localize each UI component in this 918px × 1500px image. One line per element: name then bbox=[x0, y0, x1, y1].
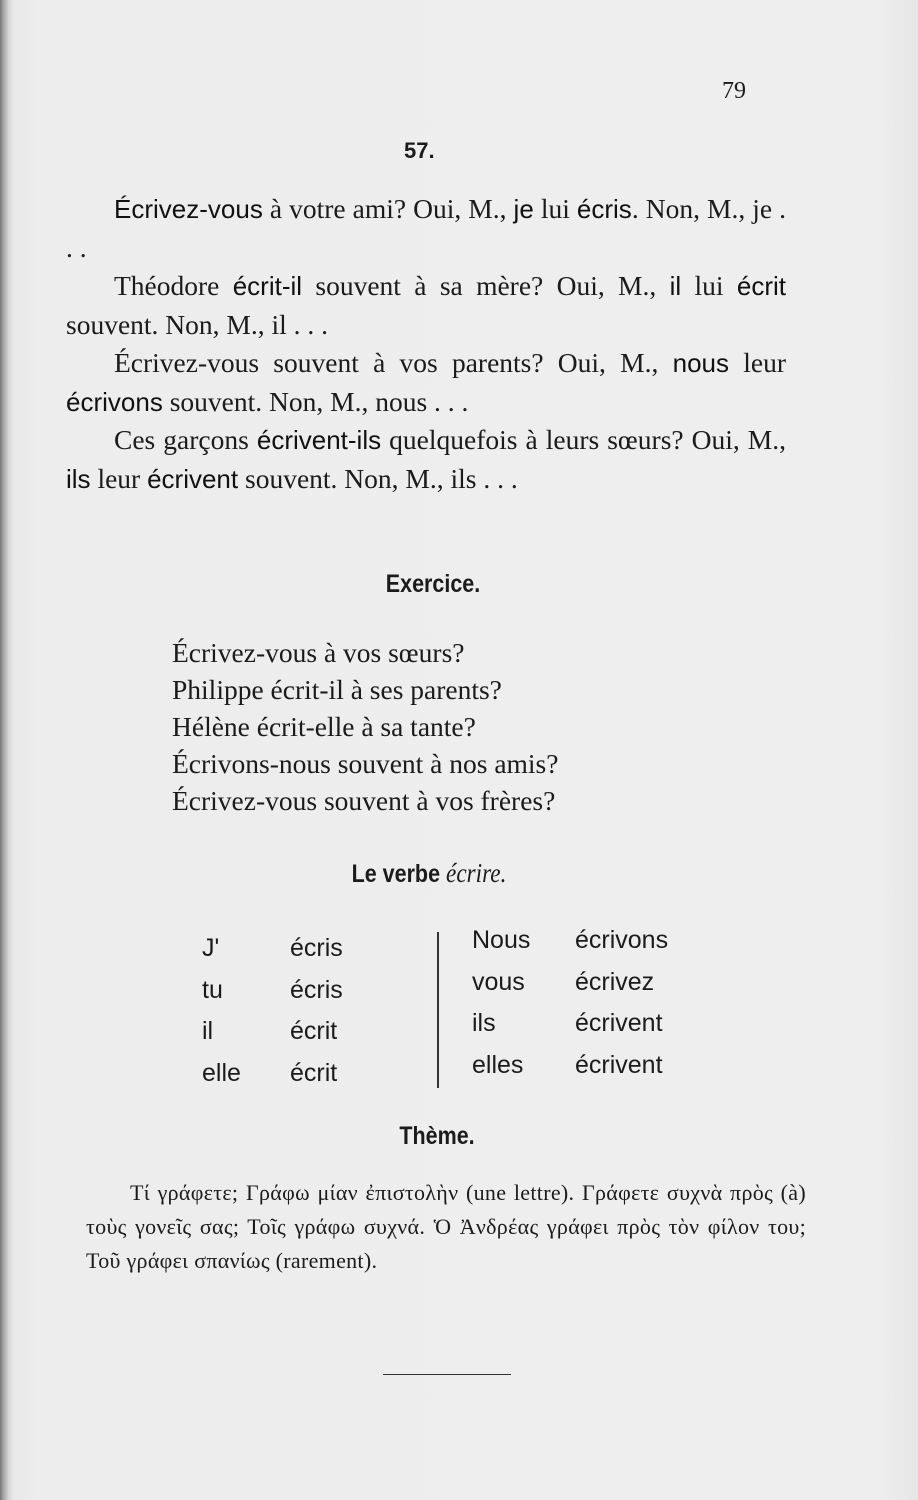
pronoun: vous bbox=[472, 967, 525, 996]
dialogue-text: . Non, M., je . . . bbox=[66, 193, 786, 263]
verb-emphasis: ils bbox=[66, 463, 91, 494]
theme-paragraph: Τί γράφετε; Γράφω μίαν ἐπιστολὴν (une lettre). Γράφετε συχνὰ πρὸς (à) τοὺς γονεῖς σας; Τοῖς γράφω συχνά. Ὁ Ἀνδρέας γράφει πρὸς τὸν φίλον του; Τοῦ γράφει σπανίως (rarement). bbox=[86, 1180, 806, 1273]
exercise-question: Écrivons-nous souvent à nos amis? bbox=[172, 748, 559, 779]
verb-emphasis: écris bbox=[576, 194, 632, 224]
theme-text-block bbox=[86, 1176, 806, 1278]
conjugation-table bbox=[202, 920, 702, 1092]
table-divider bbox=[437, 932, 439, 1088]
dialogue-text: souvent à sa mère? Oui, M., bbox=[302, 270, 670, 301]
dialogue-text: leur bbox=[90, 462, 148, 494]
verb-emphasis: écrivent bbox=[147, 463, 239, 494]
dialogue-paragraph bbox=[66, 190, 786, 267]
dialogue-text: souvent. Non, M., il . . . bbox=[66, 308, 329, 340]
pronoun: il bbox=[202, 1017, 214, 1045]
dialogue-text: souvent. Non, M., ils . . . bbox=[238, 462, 518, 494]
exercise-question: Hélène écrit-elle à sa tante? bbox=[172, 711, 476, 742]
verb-heading bbox=[34, 858, 823, 889]
lesson-dialogue bbox=[66, 190, 786, 498]
pronoun: Nous bbox=[472, 926, 531, 954]
plural-pronouns-column bbox=[472, 920, 530, 1086]
dialogue-paragraph bbox=[66, 421, 786, 498]
dialogue-text: leur bbox=[729, 347, 786, 378]
verb-form: écrivez bbox=[575, 967, 655, 996]
pronoun: J' bbox=[202, 934, 220, 962]
dialogue-text: Écrivez-vous souvent à vos parents? Oui, M., bbox=[114, 347, 673, 378]
dialogue-text: lui bbox=[533, 193, 577, 224]
theme-heading: Thème. bbox=[399, 1122, 475, 1150]
verb-form: écrivent bbox=[575, 1009, 663, 1037]
verb-emphasis: écrivons bbox=[66, 386, 163, 417]
singular-forms-column bbox=[290, 928, 343, 1094]
exercise-question: Écrivez-vous souvent à vos frères? bbox=[172, 785, 556, 816]
verb-heading-label: Le verbe bbox=[351, 860, 441, 888]
verb-emphasis: écrit-il bbox=[232, 271, 303, 301]
dialogue-paragraph bbox=[66, 344, 786, 421]
exercise-questions bbox=[172, 634, 558, 819]
verb-emphasis: nous bbox=[672, 348, 729, 378]
verb-emphasis: écrit bbox=[736, 271, 787, 301]
pronoun: ils bbox=[472, 1009, 496, 1037]
verb-form: écrit bbox=[290, 1017, 338, 1045]
exercise-question: Philippe écrit-il à ses parents? bbox=[172, 674, 502, 705]
verb-form: écrivent bbox=[575, 1050, 663, 1079]
verb-emphasis: il bbox=[669, 271, 682, 301]
verb-form: écris bbox=[290, 975, 343, 1004]
end-rule bbox=[383, 1374, 511, 1375]
verb-emphasis: écrivent-ils bbox=[256, 425, 382, 455]
dialogue-text: quelquefois à leurs sœurs? Oui, M., bbox=[381, 424, 786, 455]
verb-heading-infinitive: écrire. bbox=[446, 858, 507, 888]
singular-pronouns-column bbox=[202, 928, 241, 1094]
verb-form: écrit bbox=[290, 1058, 338, 1087]
verb-emphasis: Écrivez-vous bbox=[114, 194, 263, 224]
dialogue-text: à votre ami? Oui, M., bbox=[262, 193, 514, 224]
verb-form: écrivons bbox=[575, 926, 669, 954]
plural-forms-column bbox=[575, 920, 668, 1086]
pronoun: tu bbox=[202, 975, 223, 1004]
dialogue-paragraph bbox=[66, 267, 786, 344]
verb-form: écris bbox=[290, 934, 343, 962]
lesson-number: 57. bbox=[404, 138, 435, 163]
page-binding-shadow bbox=[0, 0, 8, 1500]
exercise-question: Écrivez-vous à vos sœurs? bbox=[172, 637, 465, 668]
dialogue-text: souvent. Non, M., nous . . . bbox=[162, 385, 469, 417]
page-number: 79 bbox=[722, 78, 746, 104]
pronoun: elle bbox=[202, 1058, 241, 1087]
exercice-heading: Exercice. bbox=[385, 570, 481, 598]
dialogue-text: lui bbox=[681, 270, 737, 301]
dialogue-text: Théodore bbox=[114, 270, 233, 301]
verb-emphasis: je bbox=[513, 194, 534, 224]
dialogue-text: Ces garçons bbox=[114, 424, 257, 455]
pronoun: elles bbox=[472, 1050, 524, 1079]
